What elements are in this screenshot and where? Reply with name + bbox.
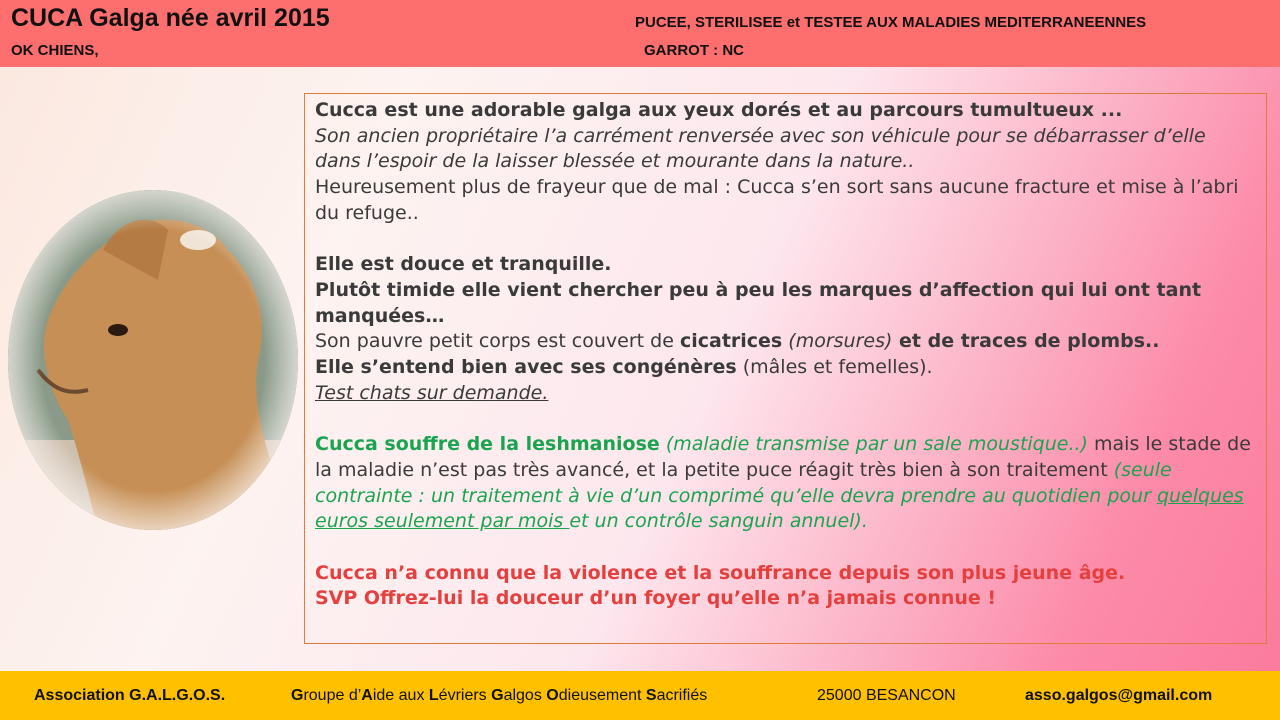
- footer-association-fullname: [291, 687, 707, 705]
- dogs-line: [315, 355, 1256, 381]
- leish-status: mais le stade de la maladie n’est pas très avancé, et la petite puce réagit très bien à son traitement: [315, 433, 1251, 481]
- footer-fullname-segment: G: [291, 687, 304, 704]
- scars-end: et de traces de plombs..: [892, 330, 1160, 353]
- header-health-status: PUCEE, STERILISEE et TESTEE AUX MALADIES MEDITERRANEENNES: [635, 14, 1147, 31]
- temperament-line-1: Elle est douce et tranquille.: [315, 253, 612, 276]
- footer-fullname-segment: dieusement: [558, 687, 646, 704]
- scars-note: (morsures): [788, 330, 893, 353]
- header-subtitle: OK CHIENS,: [11, 42, 99, 59]
- footer-fullname-segment: ide aux: [372, 687, 429, 704]
- footer-fullname-segment: A: [361, 687, 373, 704]
- temperament-line-2: Plutôt timide elle vient chercher peu à peu les marques d’affection qui lui ont tant manquées…: [315, 278, 1202, 327]
- intro-title: Cucca est une adorable galga aux yeux dorés et au parcours tumultueux ...: [315, 99, 1123, 121]
- scars-text: Son pauvre petit corps est couvert de: [315, 330, 680, 353]
- dogs-note: (mâles et femelles).: [736, 356, 933, 379]
- leish-note: (maladie transmise par un sale moustique..): [665, 433, 1088, 456]
- intro-outcome: Heureusement plus de frayeur que de mal : Cucca s’en sort sans aucune fracture et mise à l’abri du refuge..: [315, 176, 1239, 224]
- dogs-text: Elle s’entend bien avec ses congénères: [315, 356, 737, 379]
- page-title: CUCA Galga née avril 2015: [11, 4, 330, 32]
- footer-fullname-segment: G: [491, 687, 504, 704]
- leish-control: et un contrôle sanguin annuel).: [569, 510, 868, 533]
- header-bar: [0, 0, 1280, 67]
- appeal-line-2: SVP Offrez-lui la douceur d’un foyer qu’elle n’a jamais connue !: [315, 587, 997, 610]
- scars-keyword: cicatrices: [679, 330, 783, 353]
- leish-treatment: (seule contrainte : un traitement à vie d’un comprimé qu’elle devra prendre au quotidien pour: [315, 458, 1172, 507]
- dog-photo: [8, 190, 298, 530]
- footer-city: 25000 BESANCON: [817, 687, 956, 704]
- description-box: [304, 93, 1267, 644]
- cats-test-line: Test chats sur demande.: [315, 381, 549, 404]
- footer-fullname-segment: algos: [503, 687, 547, 704]
- footer-fullname-segment: O: [546, 687, 559, 704]
- leishmaniasis-paragraph: [315, 432, 1256, 535]
- footer-fullname-segment: évriers: [438, 687, 492, 704]
- footer-fullname-segment: L: [428, 687, 439, 704]
- leish-cost: quelques euros seulement par mois: [315, 484, 1244, 533]
- appeal-line-1: Cucca n’a connu que la violence et la souffrance depuis son plus jeune âge.: [315, 561, 1126, 584]
- footer-fullname-segment: roupe d’: [303, 687, 362, 704]
- footer-fullname-segment: acrifiés: [656, 687, 708, 704]
- footer-bar: [0, 671, 1280, 720]
- footer-email[interactable]: asso.galgos@gmail.com: [1025, 687, 1213, 704]
- header-garrot: GARROT : NC: [644, 42, 744, 59]
- intro-story: Son ancien propriétaire l’a carrément renversée avec son véhicule pour se débarrasser d’elle dans l’espoir de la laisser blessée et mourante dans la nature..: [315, 124, 1206, 173]
- scars-line: [315, 329, 1256, 355]
- leish-title: Cucca souffre de la leshmaniose: [315, 433, 660, 456]
- footer-fullname-segment: S: [645, 687, 657, 704]
- footer-association: Association G.A.L.G.O.S.: [34, 687, 226, 704]
- greyhound-photo-icon: [8, 190, 298, 530]
